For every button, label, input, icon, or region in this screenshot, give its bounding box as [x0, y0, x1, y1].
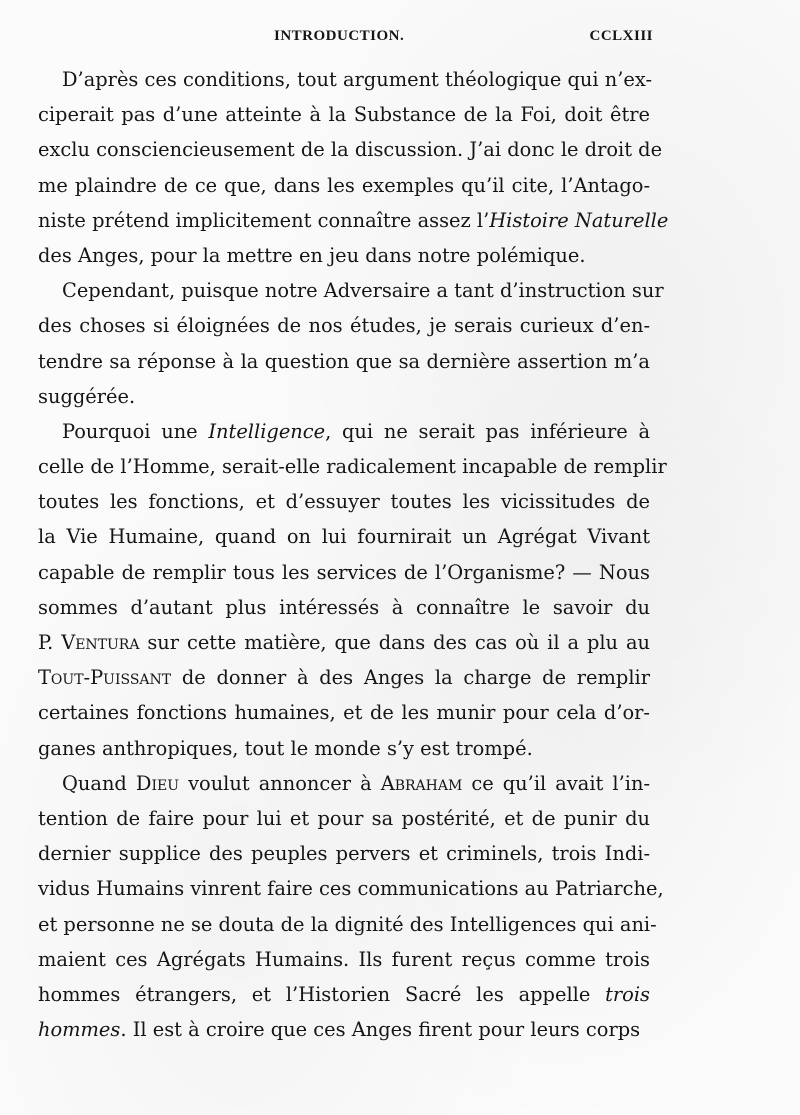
- text-segment: ce qu’il avait l’in-: [462, 771, 651, 795]
- text-segment: Cependant, puisque notre Adversaire a tant d’instruction sur: [62, 279, 664, 303]
- text-segment: Intelligence: [208, 419, 326, 443]
- text-segment: D’après ces conditions, tout argument théologique qui n’ex-: [62, 68, 653, 91]
- text-line: [38, 414, 650, 449]
- text-line: [38, 132, 663, 167]
- text-line: [38, 695, 650, 730]
- text-segment: celle de l’Homme, serait-elle radicalement incapable de remplir: [38, 455, 667, 479]
- text-segment: dernier supplice des peuples pervers et criminels, trois Indi-: [38, 842, 650, 866]
- text-line: [38, 731, 650, 766]
- text-line: [38, 97, 650, 132]
- text-line: [38, 273, 664, 308]
- running-title: INTRODUCTION.: [274, 28, 405, 44]
- text-line: [38, 907, 657, 942]
- text-segment: sommes d’autant plus intéressés à connaître le savoir du: [38, 595, 650, 619]
- text-segment: certaines fonctions humaines, et de les munir pour cela d’or-: [38, 701, 650, 725]
- text-line: [38, 62, 653, 97]
- text-segment: tendre sa réponse à la question que sa dernière assertion m’a: [38, 349, 650, 373]
- text-segment: toutes les fonctions, et d’essuyer toutes les vicissitudes de: [38, 490, 650, 514]
- text-segment: des choses si éloignées de nos études, je serais curieux d’en-: [38, 314, 650, 338]
- text-segment: , qui ne serait pas inférieure à: [325, 419, 651, 443]
- text-segment: voulut annoncer à: [179, 771, 381, 795]
- text-line: [38, 308, 650, 343]
- text-segment: exclu consciencieusement de la discussion. J’ai donc le droit de: [38, 138, 663, 162]
- text-segment: vidus Humains vinrent faire ces communications au Patriarche,: [38, 877, 664, 901]
- text-line: [38, 379, 650, 414]
- text-segment: hommes étrangers, et l’Historien Sacré les appelle: [38, 982, 606, 1006]
- text-line: [38, 836, 650, 871]
- text-segment: suggérée.: [38, 384, 136, 408]
- text-line: [38, 801, 650, 836]
- text-segment: Ventura: [61, 631, 140, 654]
- text-segment: ganes anthropiques, tout le monde s’y est trompé.: [38, 736, 533, 760]
- text-line: [38, 344, 650, 379]
- text-segment: me plaindre de ce que, dans les exemples qu’il cite, l’Antago-: [38, 173, 650, 197]
- text-segment: et personne ne se douta de la dignité des Intelligences qui ani-: [38, 912, 657, 936]
- text-segment: Histoire Naturelle: [489, 208, 669, 232]
- text-segment: hommes: [38, 1018, 121, 1042]
- text-line: [38, 977, 650, 1012]
- text-segment: Tout-Puissant: [38, 666, 172, 690]
- text-line: [38, 590, 650, 625]
- running-head: [0, 28, 800, 50]
- text-segment: Pourquoi une: [62, 419, 209, 443]
- text-segment: de donner à des Anges la charge de remplir: [171, 666, 650, 690]
- page-number: CCLXIII: [589, 28, 653, 44]
- text-line: [38, 871, 664, 906]
- text-line: [38, 555, 650, 590]
- text-segment: Abraham: [380, 771, 463, 795]
- text-line: [38, 238, 650, 273]
- text-segment: la Vie Humaine, quand on lui fournirait un Agrégat Vivant: [38, 525, 650, 549]
- text-segment: ciperait pas d’une atteinte à la Substance de la Foi, doit être: [38, 103, 650, 127]
- text-segment: capable de remplir tous les services de l’Organisme? — Nous: [38, 560, 650, 584]
- text-line: [38, 766, 650, 801]
- body-text: [38, 62, 669, 1047]
- text-segment: Dieu: [135, 771, 180, 795]
- text-segment: Quand: [62, 771, 136, 795]
- text-segment: maient ces Agrégats Humains. Ils furent reçus comme trois: [38, 947, 650, 971]
- text-segment: . Il est à croire que ces Anges firent pour leurs corps: [120, 1018, 641, 1042]
- text-line: [38, 203, 669, 238]
- text-line: [38, 519, 650, 554]
- text-segment: P.: [38, 631, 62, 654]
- text-line: [38, 660, 650, 695]
- text-line: [38, 625, 650, 660]
- text-segment: sur cette matière, que dans des cas où il a plu au: [139, 631, 650, 654]
- text-line: [38, 168, 650, 203]
- text-segment: des Anges, pour la mettre en jeu dans notre polémique.: [38, 243, 586, 267]
- text-line: [38, 1012, 650, 1047]
- text-line: [38, 484, 650, 519]
- text-segment: tention de faire pour lui et pour sa postérité, et de punir du: [38, 806, 650, 830]
- text-segment: trois: [605, 982, 650, 1006]
- text-segment: niste prétend implicitement connaître assez l’: [38, 208, 490, 232]
- text-line: [38, 449, 667, 484]
- text-line: [38, 942, 650, 977]
